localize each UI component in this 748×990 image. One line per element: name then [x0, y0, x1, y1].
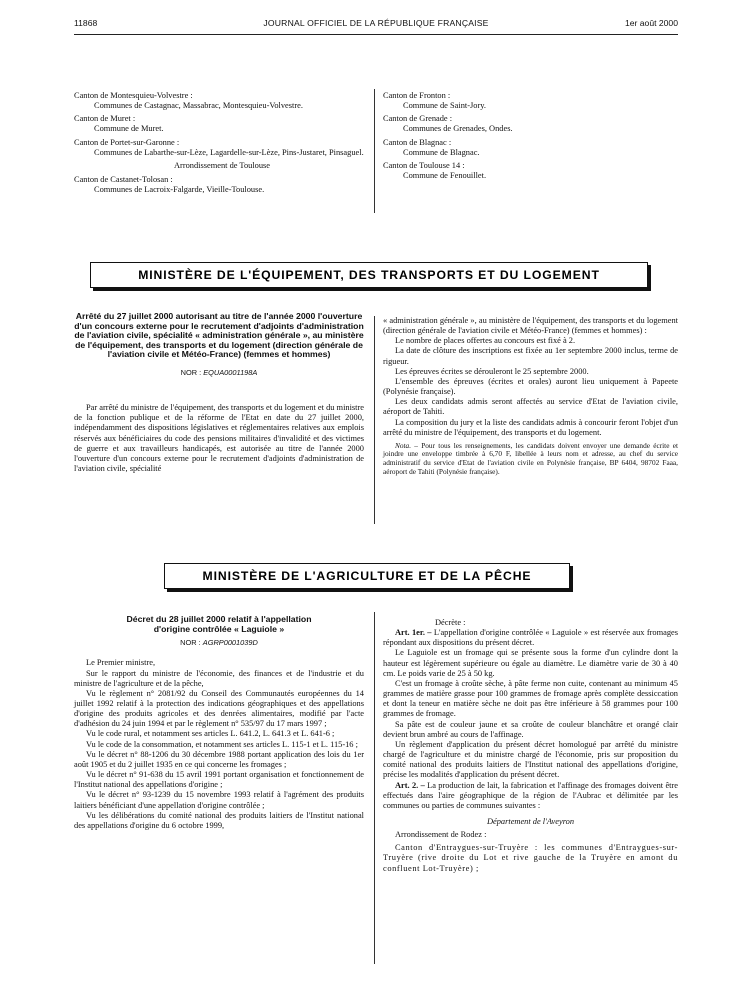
- decret-paragraph: Un règlement d'application du présent décret homologué par arrêté du ministre chargé de l'agriculture et du ministre chargé de l'économie, pris sur proposition du comité national des produits laitiers de l'Institut national des appellations d'origine, précise les modalités d'application du présent décret.: [383, 739, 678, 780]
- visa-paragraph: Vu le décret n° 88-1206 du 30 décembre 1988 portant application des lois du 1er août 1905 et du 2 juillet 1935 en ce qui concerne les fromages ;: [74, 749, 364, 769]
- visa-paragraph: Vu le règlement n° 2081/92 du Conseil des Communautés européennes du 14 juillet 1992 relatif à la protection des indications géographiques et des appellations d'origine des produits agricoles et des denrées alimentaires, modifié par l'acte d'adhésion du 24 juin 1994 et par le règlement n° 535/97 du 17 mars 1997 ;: [74, 688, 364, 729]
- decret-paragraph: C'est un fromage à croûte sèche, à pâte ferme non cuite, contenant au minimum 45 grammes de matière grasse pour 100 grammes de fromage après complète dessiccation et dont la teneur en matière sèche ne doit pas être inférieure à 58 grammes pour 100 grammes de fromage.: [383, 678, 678, 719]
- ministry-heading-text: MINISTÈRE DE L'AGRICULTURE ET DE LA PÊCHE: [202, 569, 532, 583]
- arrete-paragraph: « administration générale », au ministère de l'équipement, des transports et du logement (direction générale de l'aviation civile et Météo-France) (femmes et hommes) :: [383, 316, 678, 336]
- nor-code: EQUA0001198A: [203, 367, 258, 377]
- nor-label: NOR :: [180, 638, 203, 648]
- canton-line: Canton de Castanet-Tolosan :: [74, 175, 173, 185]
- commune-line: Communes de Castagnac, Massabrac, Montesquieu-Volvestre.: [94, 101, 303, 111]
- arrete-paragraph: La composition du jury et la liste des candidats admis à concourir feront l'objet d'un arrêté du ministre de l'équipement, des transports et du logement.: [383, 417, 678, 437]
- article-2-text: La production de lait, la fabrication et l'affinage des fromages doivent être effectués dans l'aire géographique de la région de l'Aubrac et délimitée par les communes ou parties de communes suivantes :: [383, 780, 678, 810]
- commune-line: Communes de Lacroix-Falgarde, Vieille-Toulouse.: [94, 185, 265, 195]
- commune-line: Commune de Blagnac.: [403, 147, 480, 157]
- arrete-paragraph: Les épreuves écrites se dérouleront le 25 septembre 2000.: [395, 366, 589, 376]
- nor-code: AGRP0001039D: [202, 638, 258, 648]
- decret-visas: [74, 658, 364, 831]
- issue-date: 1er août 2000: [624, 18, 678, 28]
- ministry-heading-text: MINISTÈRE DE L'ÉQUIPEMENT, DES TRANSPORTS ET DU LOGEMENT: [138, 268, 600, 282]
- article-1-label: Art. 1er. –: [395, 628, 432, 638]
- commune-line: Communes de Grenades, Ondes.: [403, 124, 513, 134]
- visa-paragraph: Vu le code rural, et notamment ses articles L. 641.2, L. 641.3 et L. 641-6 ;: [86, 729, 335, 739]
- arrete-paragraph: La date de clôture des inscriptions est fixée au 1er septembre 2000 inclus, terme de rigueur.: [383, 346, 678, 366]
- visa-paragraph: Vu les délibérations du comité national des produits laitiers de l'Institut national des appellations d'origine du 6 octobre 1999,: [74, 810, 364, 830]
- arrete-left-column: [74, 312, 364, 474]
- top-left-column: [74, 91, 370, 198]
- department-heading: Département de l'Aveyron: [486, 816, 575, 826]
- decret-right-paragraphs: [383, 648, 678, 780]
- arrondissement-line: Arrondissement de Toulouse: [173, 160, 271, 170]
- arrete-right-paragraphs: [383, 316, 678, 438]
- arrete-body: Par arrêté du ministre de l'équipement, des transports et du logement et du ministre de la fonction publique et de la réforme de l'Etat en date du 27 juillet 2000, indépendamment des dispositions législatives et réglementaires relatives aux emplois réservés aux bénéficiaires du code des pensions militaires d'invalidité et des victimes de guerre et aux travailleurs handicapés, est autorisée au titre de l'année 2000 l'ouverture d'un concours externe pour le recrutement d'adjoints d'administration de l'aviation civile, spécialité: [74, 403, 364, 474]
- decret-right-column: [383, 618, 678, 874]
- visa-paragraph: Le Premier ministre,: [86, 658, 156, 668]
- journal-title: JOURNAL OFFICIEL DE LA RÉPUBLIQUE FRANÇAISE: [263, 18, 489, 28]
- header-rule: [74, 34, 678, 35]
- arrete-paragraph: L'ensemble des épreuves (écrites et orales) auront lieu uniquement à Papeete (Polynésie française).: [383, 376, 678, 397]
- decret-paragraph: Sa pâte est de couleur jaune et sa croûte de couleur blanchâtre et orangé clair devient brun ambré au cours de l'affinage.: [383, 719, 678, 739]
- decret-paragraph: Le Laguiole est un fromage qui se présente sous la forme d'un cylindre dont la hauteur est légèrement supérieure ou égale au diamètre. Le diamètre varie de 30 à 40 cm. Le poids varie de 25 à 50 kg.: [383, 648, 678, 678]
- commune-line: Communes de Labarthe-sur-Lèze, Lagardelle-sur-Lèze, Pins-Justaret, Pinsaguel.: [94, 147, 364, 157]
- canton-line: Canton de Montesquieu-Volvestre :: [74, 91, 193, 100]
- canton-line: Canton de Toulouse 14 :: [383, 160, 465, 170]
- arrete-nor: [74, 368, 364, 378]
- top-right-column: [383, 91, 678, 184]
- canton-line: Canton de Blagnac :: [383, 137, 452, 147]
- arrete-paragraph: Les deux candidats admis seront affectés au service d'Etat de l'aviation civile, aéroport de Tahiti.: [383, 397, 678, 417]
- arrete-right-column: [383, 316, 678, 476]
- page-number: 11868: [74, 18, 98, 28]
- canton-line: Canton de Portet-sur-Garonne :: [74, 137, 180, 147]
- canton-paragraph: Canton d'Entraygues-sur-Truyère : les communes d'Entraygues-sur-Truyère (rive droite du Lot et rive gauche de la Truyère en amont du confluent Lot-Truyère) ;: [383, 843, 678, 873]
- commune-line: Commune de Muret.: [94, 124, 164, 134]
- decret-title: Décret du 28 juillet 2000 relatif à l'appellation d'origine contrôlée « Laguiole »: [126, 614, 312, 634]
- nota-label: Nota.: [395, 440, 412, 450]
- canton-line: Canton de Fronton :: [383, 91, 451, 100]
- visa-paragraph: Sur le rapport du ministre de l'économie, des finances et de l'industrie et du ministre de l'agriculture et de la pêche,: [74, 668, 364, 688]
- column-divider: [374, 89, 375, 213]
- visa-paragraph: Vu le code de la consommation, et notamment ses articles L. 115-1 et L. 115-16 ;: [86, 739, 358, 749]
- arrete-paragraph: Le nombre de places offertes au concours est fixé à 2.: [395, 336, 576, 346]
- visa-paragraph: Vu le décret n° 93-1239 du 15 novembre 1993 relatif à l'agrément des produits laitiers bénéficiant d'une appellation d'origine contrôlée ;: [74, 790, 364, 810]
- decret-nor: [74, 638, 364, 648]
- decrete-label: Décrète :: [435, 618, 466, 627]
- article-1: [383, 628, 678, 648]
- commune-line: Commune de Saint-Jory.: [403, 101, 486, 111]
- nor-label: NOR :: [180, 367, 204, 377]
- decret-left-column: [74, 615, 364, 831]
- article-1-text: L'appellation d'origine contrôlée « Laguiole » est réservée aux fromages répondant aux dispositions du présent décret.: [383, 628, 678, 648]
- arrete-title: Arrêté du 27 juillet 2000 autorisant au titre de l'année 2000 l'ouverture d'un concours externe pour le recrutement d'adjoints d'administration de l'aviation civile, spécialité « administration générale », au ministère de l'équipement, des transports et du logement (direction générale de l'aviation civile et Météo-France) (femmes et hommes): [74, 311, 364, 360]
- canton-line: Canton de Grenade :: [383, 114, 453, 124]
- arrete-nota: [383, 442, 678, 476]
- running-header: [74, 18, 678, 32]
- ministry-heading-agriculture: [164, 563, 570, 589]
- visa-paragraph: Vu le décret n° 91-638 du 15 avril 1991 portant organisation et fonctionnement de l'Institut national des appellations d'origine ;: [74, 770, 364, 790]
- column-divider: [374, 316, 375, 524]
- article-2: [383, 781, 678, 811]
- canton-line: Canton de Muret :: [74, 114, 136, 124]
- ministry-heading-equipement: [90, 262, 648, 288]
- commune-line: Commune de Fenouillet.: [403, 171, 487, 181]
- nota-text: – Pour tous les renseignements, les candidats doivent envoyer une demande écrite et joindre une enveloppe timbrée à 6,70 F, libellée à leurs nom et adresse, au chef du service administratif du service d'Etat de l'aviation civile en Polynésie française, BP 6404, 98702 Faaa, aéroport de Tahiti (Polynésie française).: [383, 440, 678, 476]
- arrondissement-line: Arrondissement de Rodez :: [395, 830, 487, 840]
- article-2-label: Art. 2. –: [395, 780, 425, 790]
- column-divider: [374, 612, 375, 964]
